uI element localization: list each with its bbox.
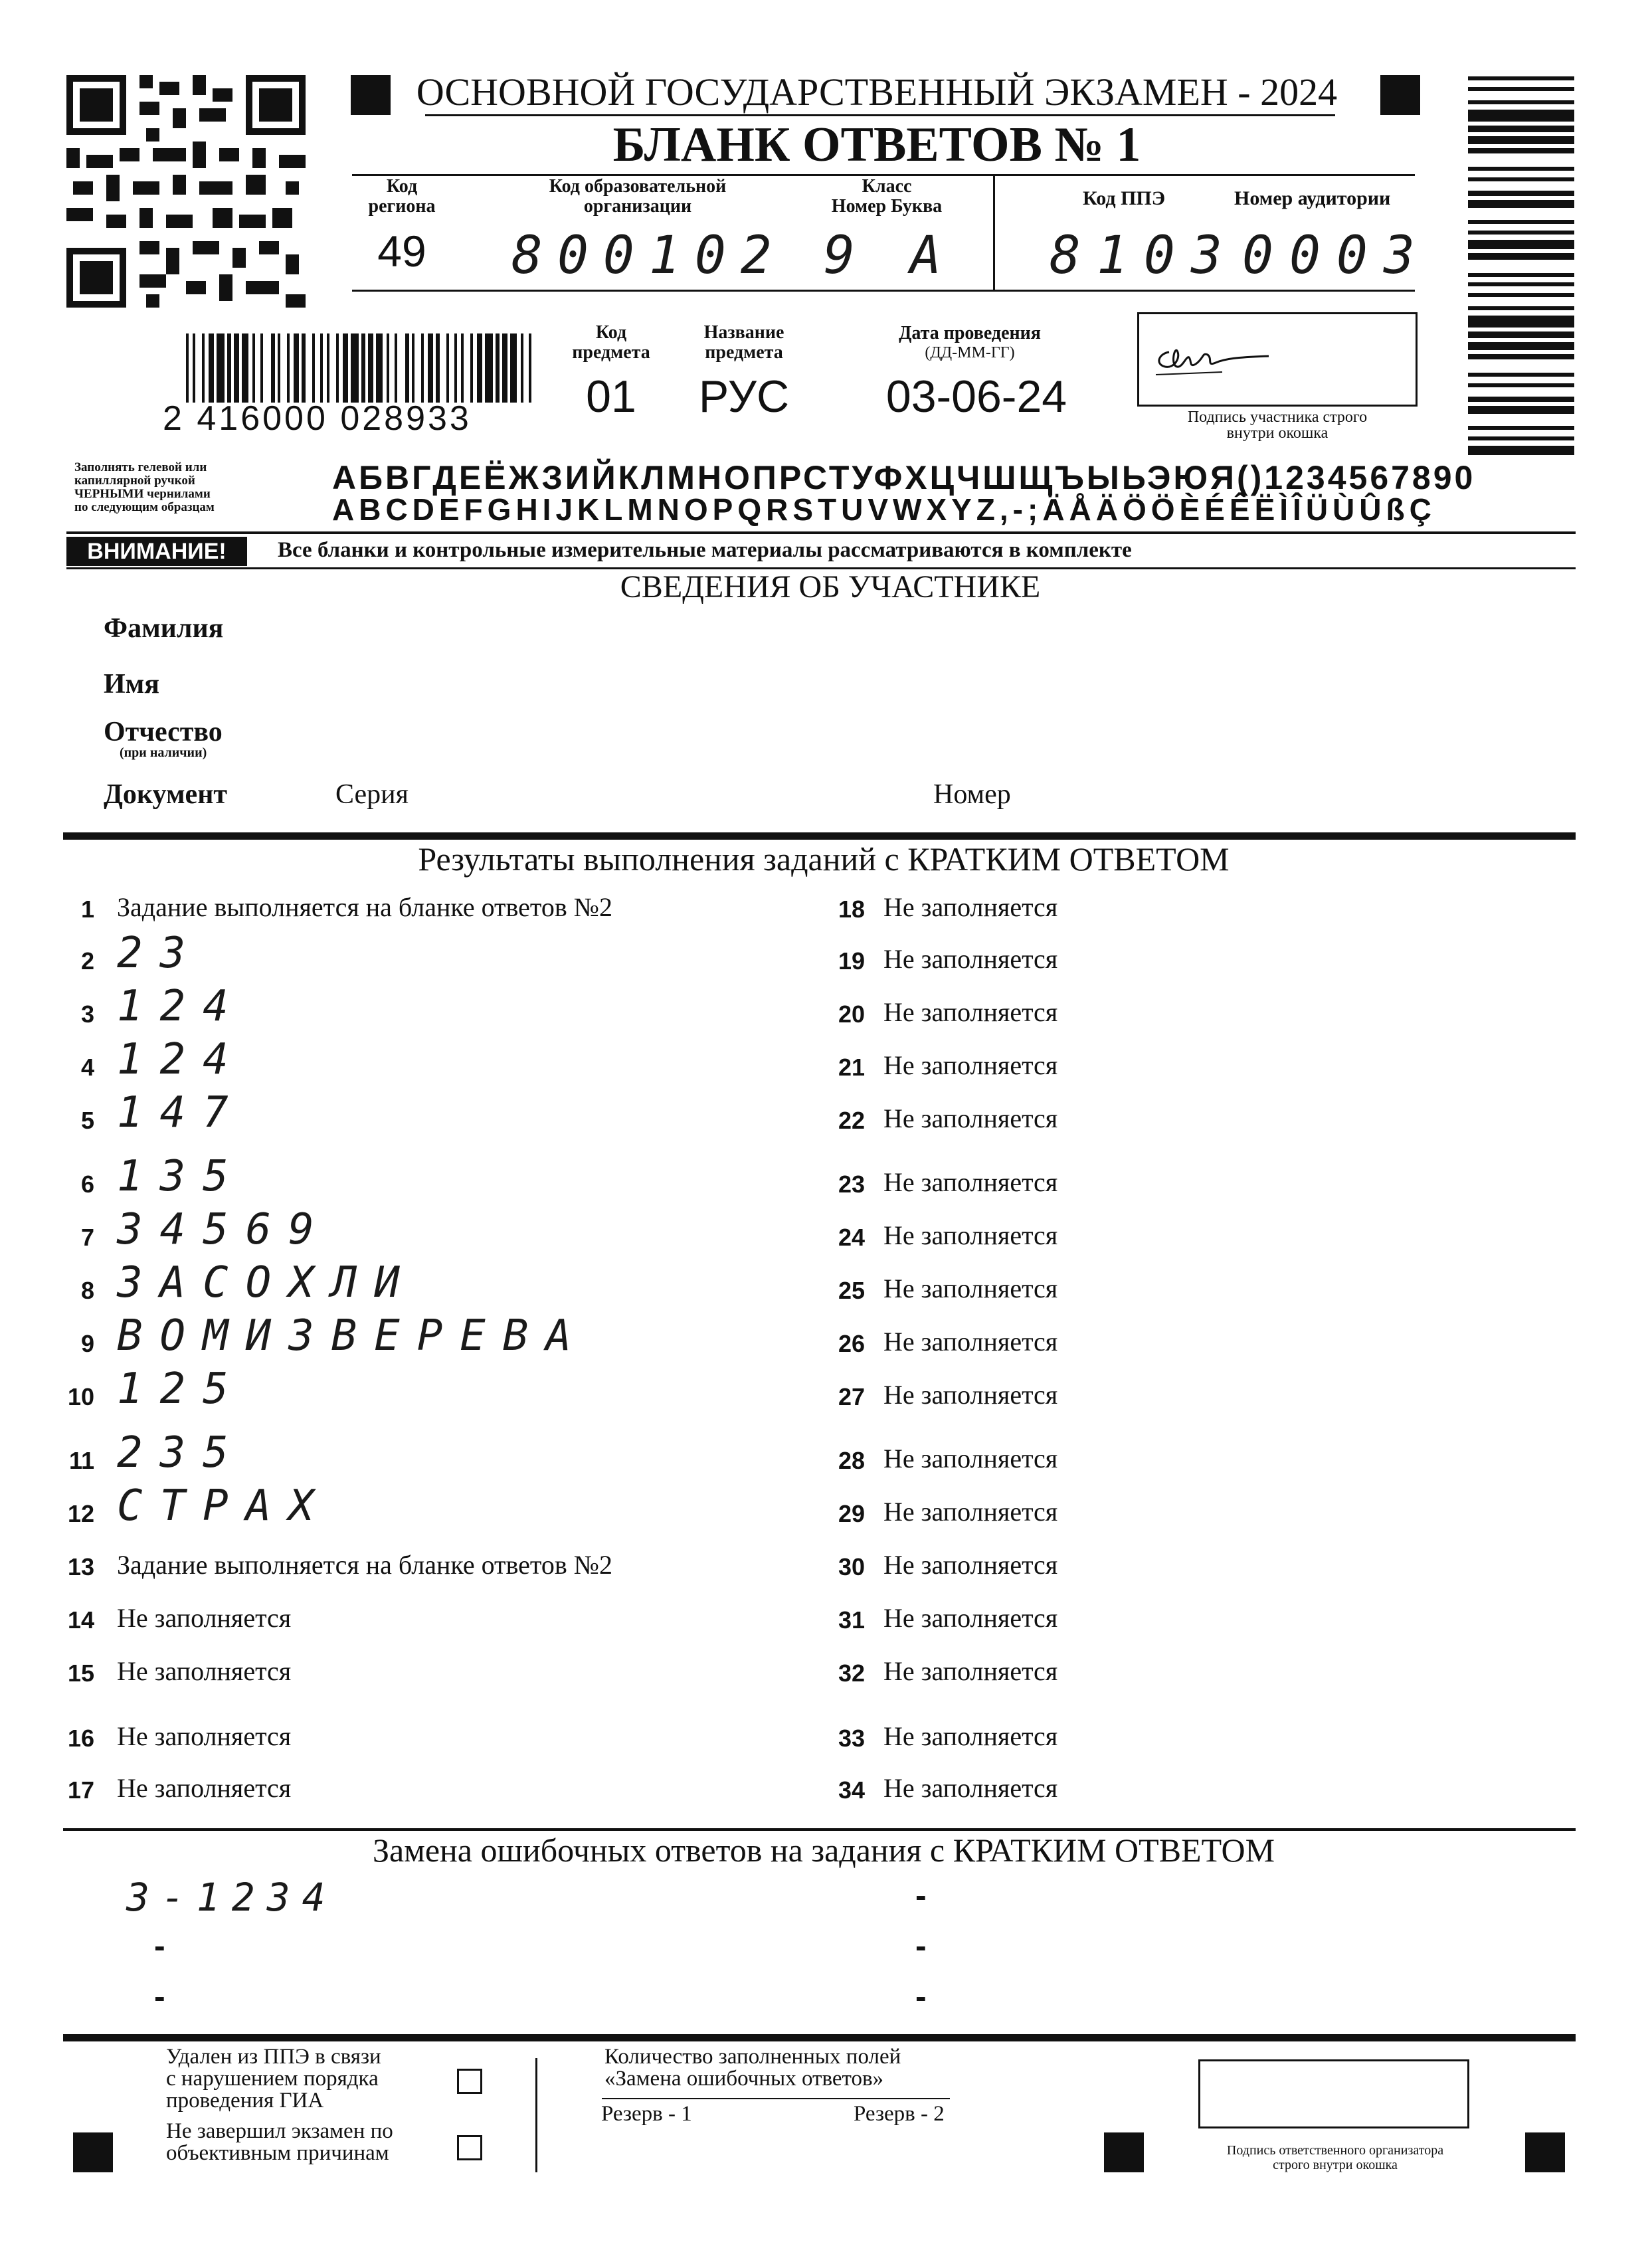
ppe-value: 8103 — [1050, 226, 1238, 286]
result-number-25: 25 — [838, 1277, 865, 1304]
footer-divider — [535, 2058, 537, 2172]
signature-scribble-icon — [1143, 319, 1302, 392]
participant-section-title: СВЕДЕНИЯ ОБ УЧАСТНИКЕ — [620, 569, 1041, 605]
exam-date-format: (ДД-ММ-ГГ) — [925, 344, 1015, 361]
exam-title: ОСНОВНОЙ ГОСУДАРСТВЕННЫЙ ЭКЗАМЕН - 2024 — [416, 70, 1338, 114]
result-text-18: Не заполняется — [883, 892, 1058, 922]
result-answer-8[interactable]: ЗАСОХЛИ — [117, 1258, 417, 1307]
samples-line-latin: ABCDEFGHIJKLMNOPQRSTUVWXYZ,-;ÄÅÄÖÖÈÉÊËÌÎÜÙÛßÇ — [332, 492, 1436, 527]
replacement-entry-1: 3-1234 — [126, 1875, 337, 1920]
result-number-18: 18 — [838, 896, 865, 923]
result-text-30: Не заполняется — [883, 1550, 1058, 1580]
corner-marker-bottom-left — [73, 2132, 113, 2172]
region-value: 49 — [377, 227, 426, 276]
corner-marker-top-right — [1380, 75, 1420, 115]
result-text-28: Не заполняется — [883, 1444, 1058, 1473]
result-number-6: 6 — [80, 1171, 94, 1198]
subject-code-label: Код предмета — [572, 322, 650, 363]
result-number-23: 23 — [838, 1171, 865, 1198]
count-label: Количество заполненных полей «Замена ошибочных ответов» — [604, 2045, 901, 2091]
result-number-26: 26 — [838, 1330, 865, 1357]
result-number-15: 15 — [67, 1659, 94, 1687]
region-label: Код региона — [368, 176, 436, 217]
result-text-17: Не заполняется — [117, 1773, 292, 1803]
result-number-10: 10 — [67, 1383, 94, 1410]
result-number-32: 32 — [838, 1659, 865, 1687]
result-number-22: 22 — [838, 1107, 865, 1134]
result-number-21: 21 — [838, 1054, 865, 1081]
result-number-31: 31 — [838, 1606, 865, 1634]
footer-top-thick-line — [63, 2034, 1576, 2041]
result-text-31: Не заполняется — [883, 1603, 1058, 1633]
replacement-dash-left-2: - — [154, 1927, 165, 1964]
result-text-26: Не заполняется — [883, 1327, 1058, 1357]
result-text-20: Не заполняется — [883, 997, 1058, 1027]
result-answer-11[interactable]: 235 — [117, 1428, 246, 1477]
vertical-barcode-icon — [1468, 76, 1574, 448]
result-number-3: 3 — [80, 1000, 94, 1028]
result-number-30: 30 — [838, 1553, 865, 1580]
removed-checkbox[interactable] — [457, 2069, 482, 2094]
room-label: Номер аудитории — [1234, 187, 1391, 209]
result-text-19: Не заполняется — [883, 944, 1058, 974]
org-value: 800102 — [511, 226, 786, 286]
result-number-14: 14 — [67, 1606, 94, 1634]
result-text-25: Не заполняется — [883, 1274, 1058, 1303]
result-number-27: 27 — [838, 1383, 865, 1410]
replacement-title: Замена ошибочных ответов на задания с КРАТКИМ ОТВЕТОМ — [372, 1832, 1275, 1869]
result-text-29: Не заполняется — [883, 1497, 1058, 1527]
result-number-5: 5 — [80, 1107, 94, 1134]
warning-top-line — [66, 531, 1576, 534]
reserve-1-label: Резерв - 1 — [601, 2102, 692, 2126]
form-subtitle: БЛАНК ОТВЕТОВ № 1 — [612, 118, 1141, 172]
replacement-dash-right-2: - — [915, 1927, 927, 1964]
samples-instruction: Заполнять гелевой или капиллярной ручкой ЧЕРНЫМИ чернилами по следующим образцам — [74, 460, 215, 514]
result-number-19: 19 — [838, 947, 865, 975]
qr-code-icon — [66, 75, 306, 308]
replacement-dash-right-1: - — [915, 1877, 927, 1914]
result-number-2: 2 — [80, 947, 94, 975]
patronymic-note: (при наличии) — [120, 745, 207, 760]
corner-marker-top-left — [351, 75, 391, 115]
not-finished-label: Не завершил экзамен по объективным причинам — [166, 2119, 393, 2165]
result-number-1: 1 — [80, 896, 94, 923]
result-text-16: Не заполняется — [117, 1721, 292, 1751]
result-answer-10[interactable]: 125 — [117, 1365, 246, 1414]
codes-bottom-line — [352, 290, 1415, 292]
room-value: 0003 — [1242, 226, 1431, 286]
result-text-1: Задание выполняется на бланке ответов №2 — [117, 892, 612, 922]
barcode-number: 2 416000 028933 — [163, 399, 472, 438]
name-label: Имя — [104, 669, 159, 700]
title-underline — [425, 114, 1335, 116]
result-number-7: 7 — [80, 1224, 94, 1251]
class-letter: А — [910, 226, 959, 286]
results-top-thick-line — [63, 832, 1576, 840]
result-number-16: 16 — [67, 1725, 94, 1752]
result-answer-6[interactable]: 135 — [117, 1152, 246, 1201]
result-text-13: Задание выполняется на бланке ответов №2 — [117, 1550, 612, 1580]
result-text-14: Не заполняется — [117, 1603, 292, 1633]
result-answer-12[interactable]: СТРАХ — [117, 1481, 331, 1531]
result-number-20: 20 — [838, 1000, 865, 1028]
result-number-8: 8 — [80, 1277, 94, 1304]
result-text-33: Не заполняется — [883, 1721, 1058, 1751]
subject-name-value: РУС — [698, 371, 790, 422]
document-label: Документ — [104, 779, 228, 810]
org-label: Код образовательной организации — [549, 176, 727, 217]
result-answer-3[interactable]: 124 — [117, 982, 246, 1031]
warning-label: ВНИМАНИЕ! — [66, 537, 247, 566]
class-number: 9 — [824, 226, 872, 286]
result-number-17: 17 — [67, 1776, 94, 1804]
result-number-9: 9 — [80, 1330, 94, 1357]
class-label: Класс Номер Буква — [831, 176, 943, 217]
subject-code-value: 01 — [586, 371, 636, 422]
organizer-signature-caption: Подпись ответственного организатора строго внутри окошка — [1226, 2143, 1444, 2172]
result-text-32: Не заполняется — [883, 1656, 1058, 1686]
subject-name-label: Название предмета — [703, 322, 784, 363]
result-answer-7[interactable]: 34569 — [117, 1205, 331, 1254]
corner-marker-bottom-right — [1525, 2132, 1565, 2172]
replacement-dash-left-3: - — [154, 1978, 165, 2015]
not-finished-checkbox[interactable] — [457, 2135, 482, 2160]
result-answer-2[interactable]: 23 — [117, 929, 203, 978]
results-title: Результаты выполнения заданий с КРАТКИМ ОТВЕТОМ — [418, 840, 1230, 878]
codes-divider — [993, 174, 995, 291]
result-number-28: 28 — [838, 1447, 865, 1474]
surname-label: Фамилия — [104, 613, 224, 644]
result-answer-4[interactable]: 124 — [117, 1035, 246, 1084]
result-text-23: Не заполняется — [883, 1167, 1058, 1197]
exam-date-value: 03-06-24 — [885, 371, 1067, 422]
result-number-33: 33 — [838, 1725, 865, 1752]
result-text-21: Не заполняется — [883, 1050, 1058, 1080]
result-number-11: 11 — [68, 1447, 94, 1474]
result-number-29: 29 — [838, 1500, 865, 1527]
removed-label: Удален из ППЭ в связи с нарушением порядка проведения ГИА — [166, 2045, 381, 2113]
result-answer-5[interactable]: 147 — [117, 1088, 246, 1137]
exam-date-label: Дата проведения — [899, 323, 1041, 343]
result-text-24: Не заполняется — [883, 1220, 1058, 1250]
result-number-4: 4 — [80, 1054, 94, 1081]
samples-line-cyrillic: АБВГДЕЁЖЗИЙКЛМНОПРСТУФХЦЧШЩЪЫЬЭЮЯ()1234567890 — [332, 459, 1476, 496]
result-text-22: Не заполняется — [883, 1103, 1058, 1133]
organizer-signature-box[interactable] — [1198, 2059, 1469, 2128]
result-number-34: 34 — [838, 1776, 865, 1804]
signature-caption: Подпись участника строго внутри окошка — [1187, 409, 1368, 442]
corner-marker-bottom-mid — [1104, 2132, 1144, 2172]
result-number-24: 24 — [838, 1224, 865, 1251]
reserve-2-label: Резерв - 2 — [854, 2102, 945, 2126]
result-answer-9[interactable]: ВОМИЗВЕРЕВА — [117, 1311, 589, 1361]
result-text-15: Не заполняется — [117, 1656, 292, 1686]
result-text-27: Не заполняется — [883, 1380, 1058, 1410]
number-label: Номер — [933, 779, 1011, 810]
ppe-label: Код ППЭ — [1083, 187, 1166, 209]
result-number-13: 13 — [67, 1553, 94, 1580]
result-text-34: Не заполняется — [883, 1773, 1058, 1803]
patronymic-label: Отчество — [104, 717, 223, 747]
series-label: Серия — [335, 779, 409, 810]
count-line — [602, 2098, 950, 2099]
result-number-12: 12 — [67, 1500, 94, 1527]
replacement-dash-right-3: - — [915, 1978, 927, 2015]
warning-text: Все бланки и контрольные измерительные материалы рассматриваются в комплекте — [278, 538, 1132, 562]
